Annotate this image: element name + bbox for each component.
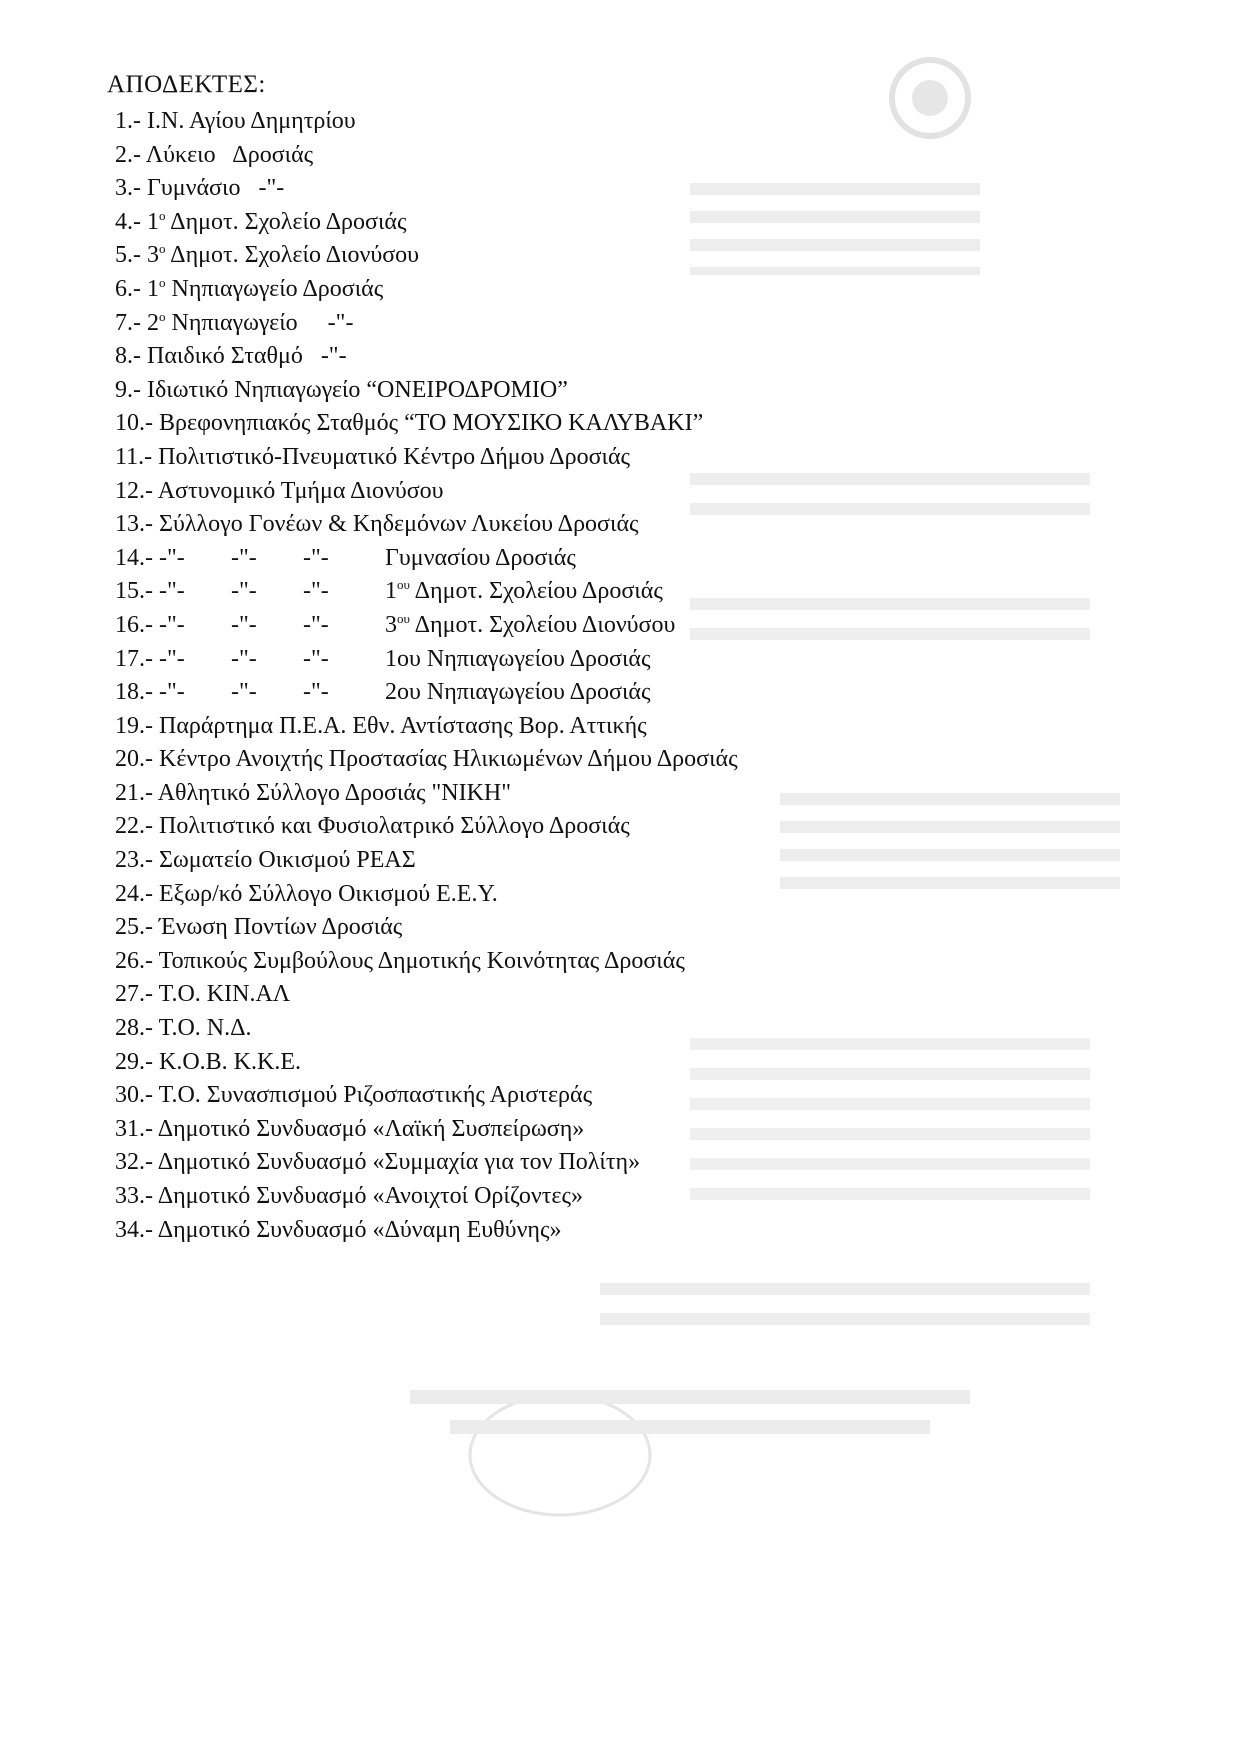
ditto-mark: -"- <box>231 611 257 638</box>
recipient-name: 2ου Νηπιαγωγείου Δροσιάς <box>385 679 651 706</box>
recipients-heading: ΑΠΟΔΕΚΤΕΣ: <box>107 71 266 98</box>
recipient-name: Τ.Ο. Συνασπισμού Ριζοσπαστικής Αριστεράς <box>158 1082 593 1109</box>
ordinal-number: 1 <box>385 578 397 605</box>
recipient-name: Σύλλογο Γονέων & Κηδεμόνων Λυκείου Δροσιάς <box>159 511 639 538</box>
recipient-item <box>115 172 738 206</box>
recipient-item <box>115 609 738 643</box>
ditto-mark: -"- <box>159 544 185 571</box>
recipient-name: Παράρτημα Π.Ε.Α. Εθν. Αντίστασης Βορ. Αττικής <box>159 712 647 739</box>
recipient-name: Αθλητικό Σύλλογο Δροσιάς "ΝΙΚΗ" <box>157 779 512 806</box>
recipient-number: 26.- <box>115 947 153 974</box>
ordinal-suffix: ο <box>159 274 166 290</box>
recipient-name: Κέντρο Ανοιχτής Προστασίας Ηλικιωμένων Δήμου Δροσιάς <box>159 746 738 773</box>
recipient-item <box>115 542 738 576</box>
recipient-name: Σωματείο Οικισμού ΡΕΑΣ <box>159 847 416 874</box>
recipient-item <box>115 643 738 677</box>
recipient-number: 27.- <box>115 981 153 1008</box>
recipient-number: 10.- <box>115 410 153 437</box>
recipient-item <box>115 945 738 979</box>
recipient-item <box>115 206 738 240</box>
recipient-number: 13.- <box>115 511 153 538</box>
ditto-mark: -"- <box>231 645 257 672</box>
recipient-name: Δημοτικό Συνδυασμό «Λαϊκή Συσπείρωση» <box>157 1115 585 1142</box>
ditto-mark: -"- <box>159 578 185 605</box>
recipient-name: Παιδικό Σταθμό -"- <box>147 343 347 370</box>
ditto-mark: -"- <box>303 611 329 638</box>
recipient-item <box>115 273 738 307</box>
recipient-item <box>115 340 738 374</box>
ordinal-suffix: ο <box>159 207 166 223</box>
ditto-mark: -"- <box>159 611 185 638</box>
recipient-name: Δημοτικό Συνδυασμό «Ανοιχτοί Ορίζοντες» <box>157 1183 583 1209</box>
recipient-item <box>115 1113 738 1147</box>
recipient-number: 16.- <box>115 611 153 638</box>
recipient-number: 14.- <box>115 544 153 571</box>
ordinal-suffix: ου <box>397 610 410 626</box>
recipient-number: 32.- <box>115 1149 153 1176</box>
ordinal-number: 3 <box>147 242 159 269</box>
recipient-name: Ένωση Ποντίων Δροσιάς <box>159 914 403 941</box>
recipient-name: Δημοτ. Σχολείου Διονύσου <box>409 611 676 638</box>
recipient-number: 3.- <box>115 175 141 202</box>
recipient-item <box>115 1012 738 1046</box>
recipient-number: 1.- <box>115 108 141 134</box>
ditto-mark: -"- <box>159 645 185 672</box>
recipient-name: Βρεφονηπιακός Σταθμός “ΤΟ ΜΟΥΣΙΚΟ ΚΑΛΥΒΑΚΙ” <box>159 410 704 437</box>
recipient-item <box>115 676 738 710</box>
recipient-name: Νηπιαγωγείο -"- <box>165 309 354 336</box>
recipient-item <box>115 978 738 1012</box>
ordinal-number: 3 <box>385 611 397 638</box>
ordinal-number: 1 <box>147 208 159 235</box>
recipient-item <box>115 407 738 441</box>
recipient-name: Εξωρ/κό Σύλλογο Οικισμού Ε.Ε.Υ. <box>159 880 498 907</box>
bleed-through-emblem <box>880 48 980 148</box>
recipient-item <box>115 878 738 912</box>
recipient-item <box>115 844 738 878</box>
recipient-name: Πολιτιστικό-Πνευματικό Κέντρο Δήμου Δροσιάς <box>158 443 631 470</box>
recipient-number: 34.- <box>115 1216 153 1243</box>
recipient-name: Τ.Ο. Ν.Δ. <box>158 1015 252 1042</box>
recipient-number: 25.- <box>115 914 153 941</box>
recipient-name: Ιδιωτικό Νηπιαγωγείο “ΟΝΕΙΡΟΔΡΟΜΙΟ” <box>147 376 568 403</box>
recipient-item <box>115 710 738 744</box>
recipient-name: Λύκειο Δροσιάς <box>145 141 314 168</box>
ditto-mark: -"- <box>231 578 257 605</box>
recipient-item <box>115 1180 738 1214</box>
ordinal-suffix: ο <box>159 241 166 257</box>
recipient-item <box>115 1146 738 1180</box>
recipient-number: 19.- <box>115 712 153 739</box>
recipient-item <box>115 575 738 609</box>
recipient-number: 22.- <box>115 813 153 840</box>
ordinal-suffix: ου <box>397 577 410 593</box>
ditto-mark: -"- <box>159 679 185 706</box>
recipient-name: Δημοτικό Συνδυασμό «Δύναμη Ευθύνης» <box>157 1216 562 1243</box>
recipient-item <box>115 374 738 408</box>
recipient-number: 2.- <box>115 141 141 168</box>
recipient-number: 28.- <box>115 1015 153 1042</box>
recipient-name: Γυμνασίου Δροσιάς <box>385 544 576 571</box>
recipient-number: 30.- <box>115 1082 153 1109</box>
recipient-name: Νηπιαγωγείο Δροσιάς <box>165 275 384 302</box>
recipient-number: 18.- <box>115 679 153 706</box>
recipient-number: 4.- <box>115 208 141 235</box>
recipient-item <box>115 911 738 945</box>
ditto-mark: -"- <box>303 679 329 706</box>
recipient-item <box>115 1046 738 1080</box>
recipient-name: Τ.Ο. ΚΙΝ.ΑΛ <box>158 981 291 1008</box>
recipient-name: Πολιτιστικό και Φυσιολατρικό Σύλλογο Δροσιάς <box>159 813 630 840</box>
recipient-item <box>115 743 738 777</box>
recipient-number: 6.- <box>115 275 141 302</box>
ditto-mark: -"- <box>303 645 329 672</box>
recipient-number: 23.- <box>115 847 153 874</box>
recipient-item <box>115 1079 738 1113</box>
recipient-number: 24.- <box>115 880 153 907</box>
recipient-number: 9.- <box>115 376 141 403</box>
recipient-name: 1ου Νηπιαγωγείου Δροσιάς <box>385 645 651 672</box>
recipient-name: Κ.Ο.Β. Κ.Κ.Ε. <box>159 1048 301 1075</box>
ordinal-number: 2 <box>147 309 159 336</box>
recipient-name: Δημοτ. Σχολείο Δροσιάς <box>165 208 407 235</box>
ditto-mark: -"- <box>231 679 257 706</box>
recipient-item <box>115 1214 738 1248</box>
recipient-item <box>115 508 738 542</box>
recipient-name: Δημοτικό Συνδυασμό «Συμμαχία για τον Πολίτη» <box>157 1149 641 1176</box>
recipient-item <box>115 475 738 509</box>
recipient-item <box>115 307 738 341</box>
recipient-number: 15.- <box>115 578 153 605</box>
recipient-number: 29.- <box>115 1048 153 1075</box>
recipient-number: 33.- <box>115 1183 153 1209</box>
recipient-name: Δημοτ. Σχολείο Διονύσου <box>165 242 420 269</box>
recipient-number: 12.- <box>115 477 153 504</box>
recipient-item <box>115 777 738 811</box>
recipient-name: Δημοτ. Σχολείου Δροσιάς <box>409 578 663 605</box>
recipient-item <box>115 239 738 273</box>
recipient-number: 17.- <box>115 645 153 672</box>
recipient-item <box>115 441 738 475</box>
ditto-mark: -"- <box>303 578 329 605</box>
recipient-name: Αστυνομικό Τμήμα Διονύσου <box>157 477 444 504</box>
recipient-name: Γυμνάσιο -"- <box>147 175 285 202</box>
ordinal-suffix: ο <box>159 308 166 324</box>
recipient-number: 7.- <box>115 309 141 336</box>
recipient-name: Ι.Ν. Αγίου Δημητρίου <box>147 108 356 134</box>
ditto-mark: -"- <box>303 544 329 571</box>
recipient-number: 8.- <box>115 343 141 370</box>
ditto-mark: -"- <box>231 544 257 571</box>
recipient-item <box>115 105 738 139</box>
recipients-list <box>115 105 738 1247</box>
recipient-number: 31.- <box>115 1115 153 1142</box>
recipient-number: 21.- <box>115 779 153 806</box>
ordinal-number: 1 <box>147 275 159 302</box>
recipient-item <box>115 139 738 173</box>
recipient-number: 20.- <box>115 746 153 773</box>
recipient-item <box>115 810 738 844</box>
recipient-name: Τοπικούς Συμβούλους Δημοτικής Κοινότητας Δροσιάς <box>158 947 685 974</box>
recipient-number: 11.- <box>115 443 153 470</box>
bleed-through-stamp <box>410 1375 970 1525</box>
recipient-number: 5.- <box>115 242 141 269</box>
